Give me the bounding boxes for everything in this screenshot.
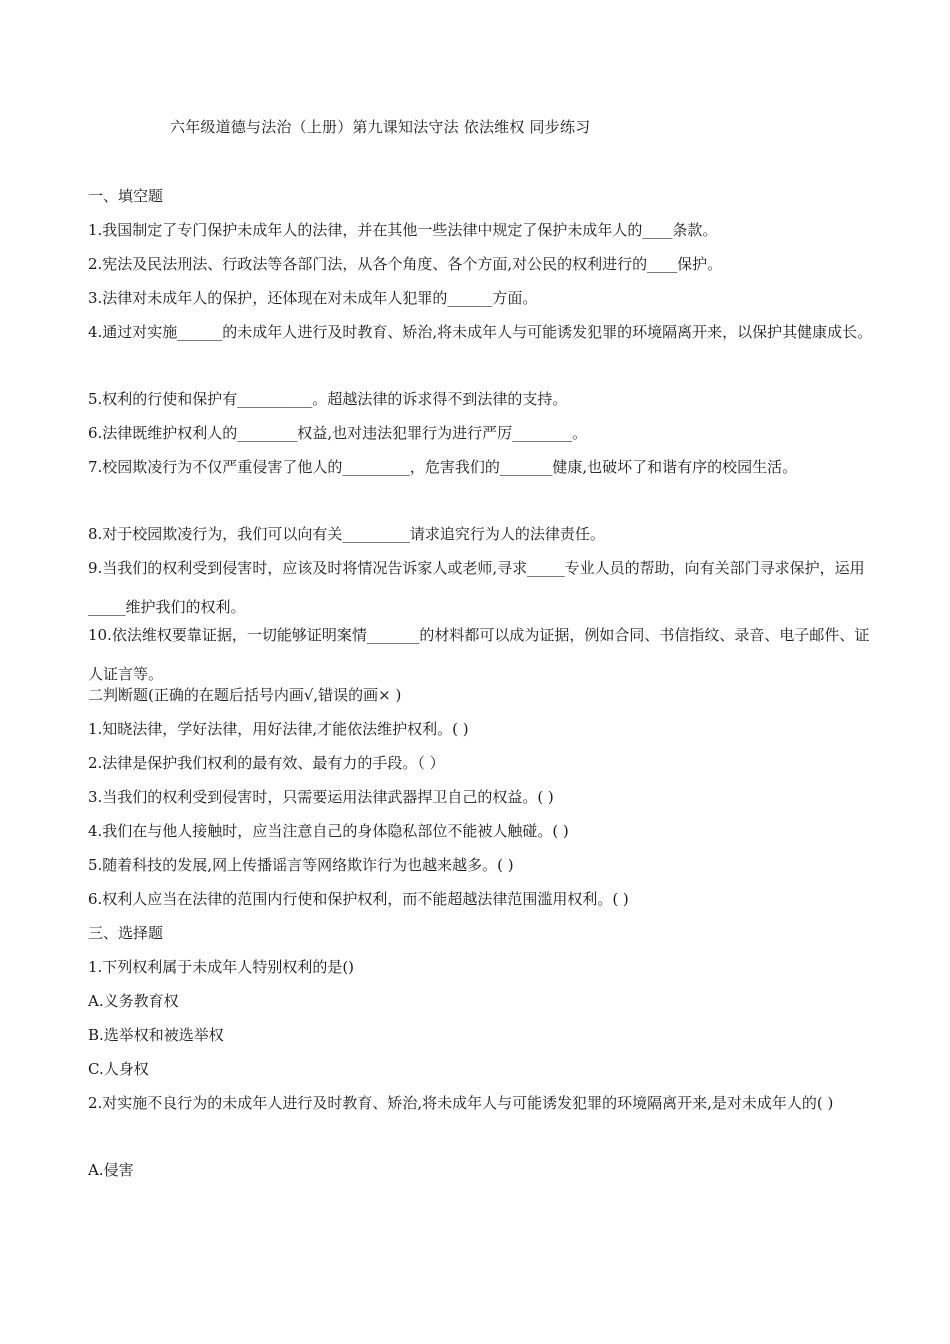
choice-question-1-option-a: A.义务教育权 [88, 992, 179, 1010]
fill-question-9: 9.当我们的权利受到侵害时，应该及时将情况告诉家人或老师,寻求_____专业人员的帮助，向有关部门寻求保护，运用_____维护我们的权利。 [88, 559, 865, 616]
section-heading-fill: 一、填空题 [88, 187, 164, 205]
fill-question-7: 7.校园欺凌行为不仅严重侵害了他人的_________，危害我们的_______健康,也破坏了和谐有序的校园生活。 [88, 458, 798, 476]
fill-question-4: 4.通过对实施______的未成年人进行及时教育、矫治,将未成年人与可能诱发犯罪的环境隔离开来，以保护其健康成长。 [88, 323, 873, 341]
fill-question-2: 2.宪法及民法刑法、行政法等各部门法，从各个角度、各个方面,对公民的权利进行的____保护。 [88, 255, 723, 273]
judge-question-2: 2.法律是保护我们权利的最有效、最有力的手段。（ ） [88, 754, 445, 772]
fill-question-1: 1.我国制定了专门保护未成年人的法律，并在其他一些法律中规定了保护未成年人的____条款。 [88, 221, 718, 239]
choice-question-1-option-b: B.选举权和被选举权 [88, 1026, 224, 1044]
fill-question-8: 8.对于校园欺凌行为，我们可以向有关_________请求追究行为人的法律责任。 [88, 525, 605, 543]
judge-question-5: 5.随着科技的发展,网上传播谣言等网络欺诈行为也越来越多。( ) [88, 856, 514, 874]
document-title: 六年级道德与法治（上册）第九课知法守法 依法维权 同步练习 [170, 118, 591, 136]
fill-question-5: 5.权利的行使和保护有__________。超越法律的诉求得不到法律的支持。 [88, 390, 568, 408]
fill-question-3: 3.法律对未成年人的保护，还体现在对未成年人犯罪的______方面。 [88, 289, 538, 307]
document-body [88, 184, 878, 1192]
choice-question-2-option-a: A.侵害 [88, 1161, 134, 1179]
judge-question-4: 4.我们在与他人接触时，应当注意自己的身体隐私部位不能被人触碰。( ) [88, 822, 569, 840]
judge-question-6: 6.权利人应当在法律的范围内行使和保护权利，而不能超越法律范围滥用权利。( ) [88, 890, 629, 908]
judge-question-1: 1.知晓法律，学好法律，用好法律,才能依法维护权利。( ) [88, 720, 469, 738]
judge-question-3: 3.当我们的权利受到侵害时，只需要运用法律武器捍卫自己的权益。( ) [88, 788, 554, 806]
section-heading-choice: 三、选择题 [88, 924, 164, 942]
fill-question-10: 10.依法维权要靠证据，一切能够证明案情_______的材料都可以成为证据，例如合同、书信指纹、录音、电子邮件、证人证言等。 [88, 626, 870, 683]
choice-question-1-option-c: C.人身权 [88, 1060, 149, 1078]
choice-question-1: 1.下列权利属于未成年人特别权利的是() [88, 958, 355, 976]
fill-question-6: 6.法律既维护权利人的________权益,也对违法犯罪行为进行严厉________。 [88, 424, 588, 442]
choice-question-2: 2.对实施不良行为的未成年人进行及时教育、矫治,将未成年人与可能诱发犯罪的环境隔离开来,是对未成年人的( ) [88, 1094, 834, 1112]
section-heading-judge: 二判断题(正确的在题后括号内画√,错误的画× ) [88, 686, 402, 704]
